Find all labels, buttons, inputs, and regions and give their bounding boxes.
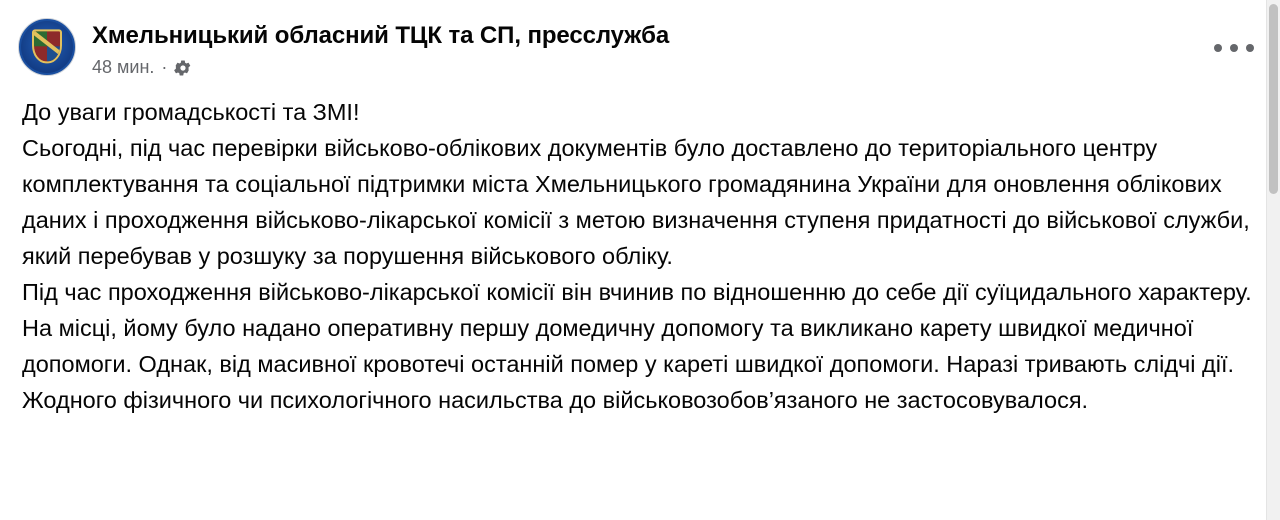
avatar[interactable] — [18, 18, 76, 76]
post-paragraph: Під час проходження військово-лікарської комісії він вчинив по відношенню до себе дії суїцидального характеру. На місці, йому було надано оперативну першу домедичну допомогу та викликано карету швидкої медичної допомоги. Однак, від масивної кровотечі останній помер у кареті швидкої допомоги. Наразі тривають слідчі дії. Жодного фізичного чи психологічного насильства до військовозобов’язаного не застосовувалося. — [22, 278, 1252, 413]
meta-separator: · — [161, 56, 168, 77]
gear-icon[interactable] — [174, 59, 192, 77]
scrollbar-thumb[interactable] — [1269, 4, 1278, 194]
ellipsis-dot — [1230, 44, 1238, 52]
author-name[interactable]: Хмельницький обласний ТЦК та СП, пресслужба — [92, 22, 670, 49]
ellipsis-dot — [1246, 44, 1254, 52]
post-header-text — [92, 16, 1262, 78]
post-text — [0, 78, 1280, 418]
emblem-icon — [32, 29, 62, 63]
post-paragraph: До уваги громадськості та ЗМІ! — [22, 98, 360, 125]
ellipsis-dot — [1214, 44, 1222, 52]
post-timestamp[interactable]: 48 мин. — [92, 56, 155, 77]
scrollbar[interactable] — [1266, 0, 1280, 520]
post-header — [0, 0, 1280, 78]
post-paragraph: Сьогодні, під час перевірки військово-облікових документів було доставлено до територіального центру комплектування та соціальної підтримки міста Хмельницького громадянина України для оновлення облікових даних і проходження військово-лікарської комісії з метою визначення ступеня придатності до військової служби, який перебував у розшуку за порушення військового обліку. — [22, 134, 1250, 269]
ellipsis-icon[interactable] — [1214, 36, 1254, 60]
post-meta — [92, 57, 1262, 78]
